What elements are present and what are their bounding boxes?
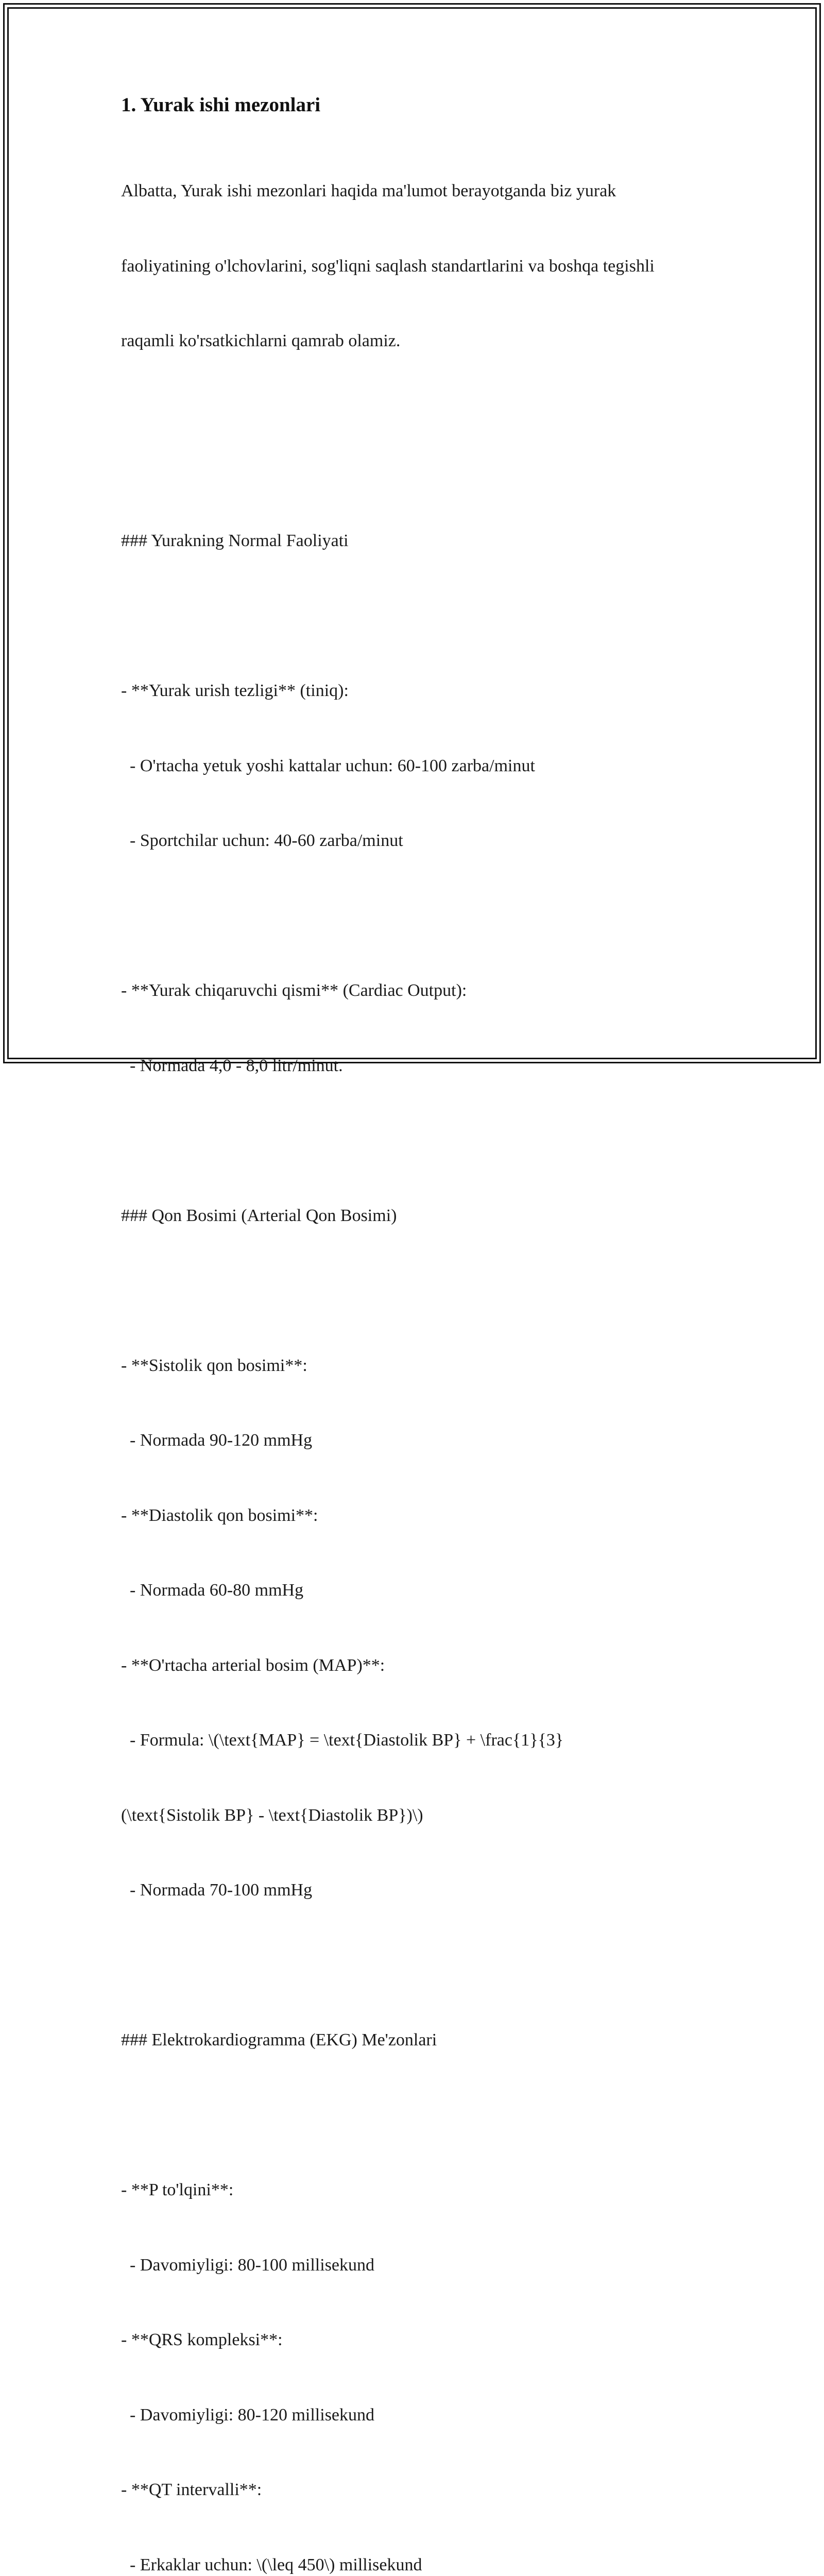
list-subitem: - Normada 90-120 mmHg xyxy=(121,1428,718,1453)
list-subitem: - Davomiyligi: 80-100 millisekund xyxy=(121,2253,718,2278)
intro-line: raqamli ko'rsatkichlarni qamrab olamiz. xyxy=(121,329,718,354)
list-item: - **QT intervalli**: xyxy=(121,2478,718,2503)
blank-line xyxy=(121,2103,718,2128)
intro-line: faoliyatining o'lchovlarini, sog'liqni saqlash standartlarini va boshqa tegishli xyxy=(121,254,718,279)
list-item: - **Diastolik qon bosimi**: xyxy=(121,1503,718,1529)
list-item: - **O'rtacha arterial bosim (MAP)**: xyxy=(121,1653,718,1679)
blank-line xyxy=(121,604,718,629)
intro-paragraph xyxy=(121,129,718,404)
list-item: - **Yurak urish tezligi** (tiniq): xyxy=(121,679,718,704)
list-subitem: - Normada 4,0 - 8,0 litr/minut. xyxy=(121,1054,718,1079)
blank-line xyxy=(121,1278,718,1303)
formula-line: - Formula: \(\text{MAP} = \text{Diastolik BP} + \frac{1}{3} xyxy=(121,1728,718,1753)
list-item: - **P to'lqini**: xyxy=(121,2178,718,2203)
document-body xyxy=(121,93,718,2576)
formula-line: (\text{Sistolik BP} - \text{Diastolik BP})\) xyxy=(121,1803,718,1828)
list-item: - **Yurak chiqaruvchi qismi** (Cardiac Output): xyxy=(121,978,718,1004)
list-item: - **Sistolik qon bosimi**: xyxy=(121,1353,718,1379)
list-subitem: - Normada 70-100 mmHg xyxy=(121,1878,718,1903)
list-item: - **QRS kompleksi**: xyxy=(121,2328,718,2353)
blank-line xyxy=(121,904,718,929)
content-lines xyxy=(121,404,718,2576)
list-subitem: - O'rtacha yetuk yoshi kattalar uchun: 60-100 zarba/minut xyxy=(121,754,718,779)
list-subitem: - Erkaklar uchun: \(\leq 450\) millisekund xyxy=(121,2553,718,2576)
subheading-blood-pressure: ### Qon Bosimi (Arterial Qon Bosimi) xyxy=(121,1204,718,1229)
blank-line xyxy=(121,1953,718,1978)
subheading-normal-activity: ### Yurakning Normal Faoliyati xyxy=(121,529,718,554)
list-subitem: - Davomiyligi: 80-120 millisekund xyxy=(121,2403,718,2428)
list-subitem: - Sportchilar uchun: 40-60 zarba/minut xyxy=(121,828,718,854)
blank-line xyxy=(121,454,718,479)
subheading-ekg: ### Elektrokardiogramma (EKG) Me'zonlari xyxy=(121,2028,718,2053)
section-heading: 1. Yurak ishi mezonlari xyxy=(121,93,718,117)
blank-line xyxy=(121,1128,718,1154)
intro-line: Albatta, Yurak ishi mezonlari haqida ma'lumot berayotganda biz yurak xyxy=(121,179,718,204)
list-subitem: - Normada 60-80 mmHg xyxy=(121,1578,718,1603)
